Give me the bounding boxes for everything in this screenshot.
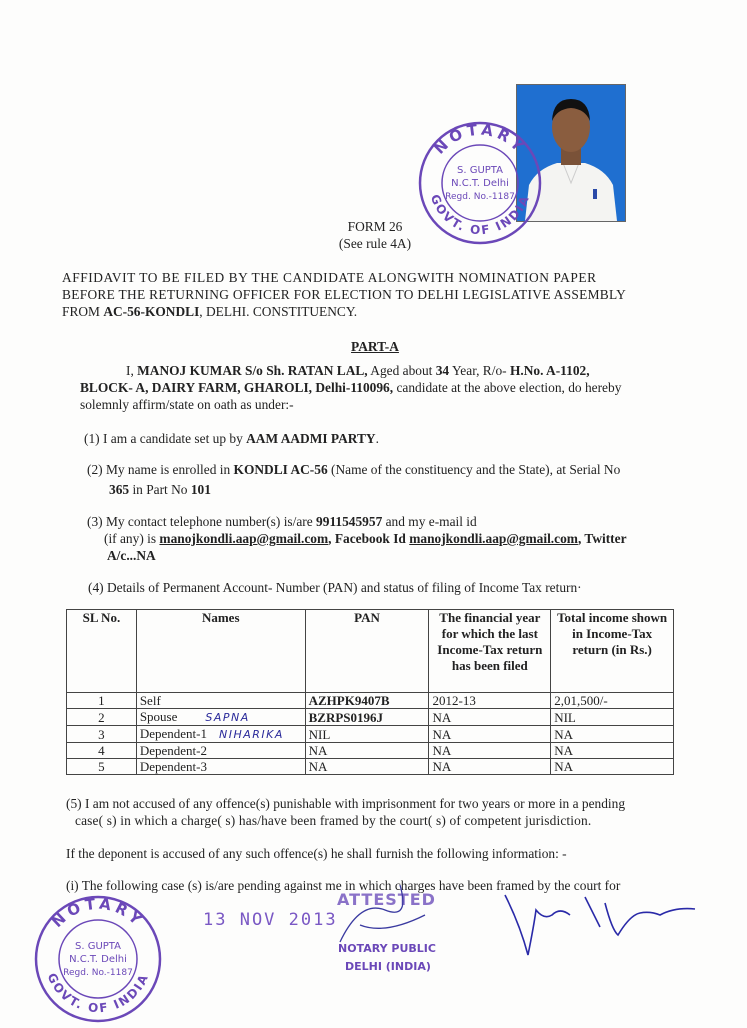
cell-year — [429, 726, 551, 743]
cell-income — [551, 759, 674, 775]
form-rule: (See rule 4A) — [338, 236, 412, 251]
form-number: FORM 26 — [347, 219, 403, 234]
cell-name-text: Spouse — [139, 709, 178, 724]
candidate-signature — [500, 885, 700, 960]
header-financial-year: The financial year for which the last Income-Tax return has been filed — [429, 610, 551, 693]
cell-pan-text: NIL — [308, 726, 331, 742]
header-sl: SL No. — [67, 610, 137, 693]
svg-text:NOTARY — [48, 895, 148, 932]
table-header-row — [67, 610, 674, 693]
item-3-line-2 — [104, 530, 704, 547]
cell-pan — [305, 759, 429, 775]
stamp-top-text: NOTARY — [48, 894, 148, 932]
item-text: (2) My name is enrolled in — [87, 462, 234, 477]
cell-year — [429, 693, 551, 709]
cell-year-text: NA — [432, 726, 452, 742]
part-heading: PART-A — [351, 339, 399, 354]
cell-income — [551, 693, 674, 709]
affidavit-line-3 — [62, 303, 692, 320]
constituency-code: AC-56-KONDLI — [103, 304, 200, 319]
cell-income-text: NA — [554, 726, 573, 742]
cell-year-text: NA — [432, 743, 452, 758]
stamp-top-text: NOTARY — [430, 120, 530, 158]
cell-sl — [67, 693, 137, 709]
cell-income-text: NA — [554, 743, 573, 758]
item-4: (4) Details of Permanent Account- Number (PAN) and status of filing of Income Tax return· — [88, 580, 582, 595]
decl-text: candidate at the above election, do hereby — [393, 380, 622, 395]
header-pan: PAN — [305, 610, 429, 693]
stamp-bottom-text: GOVT. OF INDIA — [427, 192, 533, 238]
cell-name-text: Self — [139, 693, 161, 708]
decl-text: Year, R/o- — [449, 363, 510, 378]
candidate-address-1: H.No. A-1102, — [509, 363, 590, 378]
enrolled-constituency: KONDLI AC-56 — [233, 462, 328, 477]
item-text: and my e-mail id — [382, 514, 477, 529]
stamp-bottom-text: GOVT. OF INDIA — [44, 970, 152, 1016]
cell-income-text: 2,01,500/- — [554, 693, 608, 708]
header-names: Names — [136, 610, 305, 693]
item-6: If the deponent is accused of any such offence(s) he shall furnish the following information: - — [66, 846, 567, 861]
attested-stamp: ATTESTED — [337, 890, 436, 909]
notary-place-label: DELHI (INDIA) — [345, 960, 431, 973]
item-text: (Name of the constituency and the State), at Serial No — [327, 462, 621, 477]
cell-name — [136, 693, 305, 709]
item-text: (3) My contact telephone number(s) is/are — [87, 514, 317, 529]
cell-year — [429, 709, 551, 726]
cell-sl-text: 5 — [98, 759, 105, 774]
item-1 — [84, 430, 684, 447]
item-text: in Part No — [129, 482, 191, 497]
item-text: (if any) is — [104, 531, 160, 546]
facebook-id: manojkondli.aap@gmail.com — [409, 531, 578, 546]
item-2-line-2 — [109, 481, 509, 498]
notary-signature — [330, 880, 450, 960]
svg-text:NOTARY — [430, 121, 529, 158]
cell-year-text: NA — [432, 709, 452, 725]
affidavit-line-3-post: , DELHI. CONSTITUENCY. — [199, 304, 358, 319]
declaration-line-3: solemnly affirm/state on oath as under:- — [80, 397, 294, 412]
cell-pan — [305, 709, 429, 726]
table-row — [67, 743, 674, 759]
cell-sl-text: 4 — [98, 743, 105, 758]
phone-number: 9911545957 — [316, 514, 383, 529]
notary-public-label: NOTARY PUBLIC — [338, 942, 436, 955]
cell-name — [136, 743, 305, 759]
cell-pan — [305, 743, 429, 759]
cell-pan-text: NA — [308, 759, 328, 774]
item-5-line-1: (5) I am not accused of any offence(s) punishable with imprisonment for two years or more in a pending — [66, 796, 626, 811]
item-text: (1) I am a candidate set up by — [84, 431, 247, 446]
cell-year — [429, 759, 551, 775]
cell-pan — [305, 726, 429, 743]
facebook-label: , Facebook Id — [328, 531, 410, 546]
email-address: manojkondli.aap@gmail.com — [159, 531, 329, 546]
stamp-line1: S. GUPTA — [457, 165, 503, 176]
stamp-line2: N.C.T. Delhi — [451, 178, 509, 189]
candidate-age: 34 — [435, 363, 450, 378]
cell-income — [551, 709, 674, 726]
affidavit-line-1: AFFIDAVIT TO BE FILED BY THE CANDIDATE ALONGWITH NOMINATION PAPER — [62, 270, 597, 285]
affidavit-line-3-pre: FROM — [62, 304, 104, 319]
candidate-name: MANOJ KUMAR S/o Sh. RATAN LAL, — [137, 363, 368, 378]
decl-text: Aged about — [367, 363, 436, 378]
item-text: . — [375, 431, 379, 446]
stamp-line2: N.C.T. Delhi — [69, 954, 127, 965]
affidavit-line-2: BEFORE THE RETURNING OFFICER FOR ELECTION TO DELHI LEGISLATIVE ASSEMBLY — [62, 287, 627, 302]
cell-income — [551, 726, 674, 743]
twitter-label: , Twitter — [577, 531, 627, 546]
table-row — [67, 726, 674, 743]
stamp-line1: S. GUPTA — [75, 941, 121, 952]
pan-table — [66, 609, 674, 775]
declaration-line-1 — [126, 362, 696, 379]
cell-name-text: Dependent-2 — [139, 743, 207, 758]
cell-pan-text: BZRPS0196J — [308, 709, 384, 725]
cell-sl — [67, 743, 137, 759]
handwritten-name: SAPNA — [205, 711, 250, 724]
cell-income-text: NIL — [554, 709, 576, 725]
cell-year-text: NA — [432, 759, 452, 774]
declaration-line-2 — [80, 379, 710, 396]
cell-pan — [305, 693, 429, 709]
candidate-address-2: BLOCK- A, DAIRY FARM, GHAROLI, Delhi-110096, — [80, 380, 394, 395]
cell-sl — [67, 709, 137, 726]
cell-pan-text: NA — [308, 743, 328, 758]
cell-sl-text: 1 — [98, 693, 105, 708]
stamp-line3: Regd. No.-1187 — [63, 968, 133, 978]
cell-name — [136, 709, 305, 726]
cell-sl-text: 3 — [98, 726, 105, 742]
date-stamp: 13 NOV 2013 — [203, 910, 338, 930]
table-row — [67, 693, 674, 709]
item-2-line-1 — [87, 461, 687, 478]
cell-year — [429, 743, 551, 759]
header-total-income: Total income shown in Income-Tax return (in Rs.) — [551, 610, 674, 693]
cell-year-text: 2012-13 — [432, 693, 476, 708]
cell-sl — [67, 759, 137, 775]
decl-text: I, — [126, 363, 138, 378]
serial-number: 365 — [109, 482, 130, 497]
cell-pan-text: AZHPK9407B — [308, 693, 390, 708]
stamp-line3: Regd. No.-1187 — [445, 192, 515, 202]
part-number: 101 — [190, 482, 211, 497]
cell-income — [551, 743, 674, 759]
party-name: AAM AADMI PARTY — [246, 431, 376, 446]
cell-name — [136, 726, 305, 743]
cell-income-text: NA — [554, 759, 573, 774]
item-7: (i) The following case (s) is/are pending against me in which charges have been framed by the court for — [66, 878, 621, 893]
cell-sl — [67, 726, 137, 743]
cell-name-text: Dependent-3 — [139, 759, 207, 774]
table-row — [67, 759, 674, 775]
cell-sl-text: 2 — [98, 709, 105, 725]
notary-stamp-bottom — [30, 893, 165, 1028]
table-row — [67, 709, 674, 726]
item-5-line-2: case( s) in which a charge( s) has/have been framed by the court( s) of competent jurisdiction. — [75, 813, 592, 828]
handwritten-name: NIHARIKA — [218, 728, 284, 741]
item-3-line-1 — [87, 513, 687, 530]
cell-name-text: Dependent-1 — [139, 726, 207, 741]
twitter-account: A/c...NA — [107, 548, 156, 563]
cell-name — [136, 759, 305, 775]
